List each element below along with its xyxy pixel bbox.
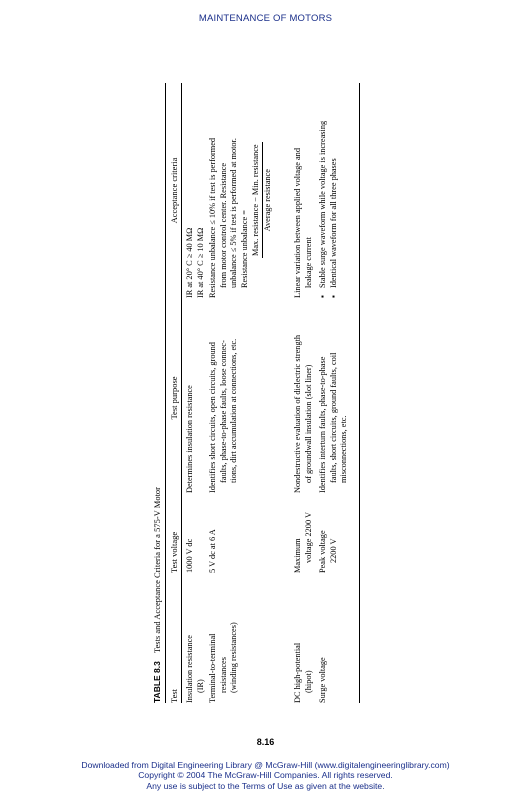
cell-line: (IR) [195, 679, 205, 693]
table-caption [152, 487, 163, 703]
cell-line: misconnections, etc. [339, 415, 349, 483]
cell-line: (winding resistances) [229, 622, 239, 693]
page-number: 8.16 [256, 737, 275, 747]
cell-acceptance-criteria [318, 83, 339, 298]
cell-acceptance-criteria [185, 83, 206, 298]
cell-test [185, 578, 206, 703]
column-header-test: Test [169, 688, 179, 703]
cell-line: Insulation resistance [185, 635, 194, 703]
cell-acceptance-criteria [208, 83, 274, 298]
cell-line: Surge voltage [318, 657, 327, 703]
cell-test [293, 578, 314, 703]
cell-line: Resistance unbalance ≤ 10% if test is performed [208, 137, 217, 298]
cell-test-purpose [293, 303, 314, 493]
cell-line: Identifies interturn faults, phase-to-phase [318, 356, 327, 493]
criteria-bullet: ▪ Identical waveform for all three phases [329, 83, 340, 298]
cell-line: of groundwall insulation (slot liner) [303, 364, 313, 483]
resistance-unbalance-formula [251, 142, 273, 258]
cell-test-voltage [318, 501, 339, 573]
cell-line: Resistance unbalance = [239, 210, 249, 288]
cell-line: Maximum [293, 538, 302, 573]
running-head: MAINTENANCE OF MOTORS [198, 13, 333, 24]
cell-line: (hipot) [303, 670, 313, 693]
cell-line: resistances [218, 657, 228, 693]
footer-line-terms: Any use is subject to the Terms of Use as given at the website. [146, 780, 385, 791]
cell-acceptance-criteria [293, 83, 314, 298]
cell-line: IR at 40° C ≥ 10 MΩ [195, 227, 205, 298]
cell-line: from motor control center. Resistance [218, 162, 228, 288]
formula-numerator: Max. resistance − Min. resistance [251, 142, 263, 258]
cell-line: voltage 2200 V [303, 511, 313, 563]
column-header-test-voltage: Test voltage [169, 531, 179, 573]
cell-line: DC high-potential [293, 642, 302, 703]
download-footer [0, 760, 531, 791]
cell-line: faults, short circuits, ground faults, coil [328, 352, 338, 483]
cell-line: Nondestructive evaluation of dielectric strength [293, 334, 302, 493]
cell-line: Identifies short circuits, open circuits, ground [208, 342, 217, 493]
rotated-table [152, 83, 362, 703]
cell-line: 5 V dc at 6 A [208, 529, 217, 573]
cell-test-voltage [185, 501, 196, 573]
cell-test-purpose [208, 303, 240, 493]
cell-line: 2200 V [328, 538, 338, 563]
cell-test-voltage [208, 501, 219, 573]
cell-test-purpose [318, 303, 350, 493]
cell-line: unbalance ≤ 5% if test is performed at motor. [229, 138, 239, 288]
table-label: TABLE 8.3 [152, 661, 162, 703]
cell-test-purpose [185, 303, 196, 493]
cell-test [318, 578, 329, 703]
formula-denominator: Average resistance [263, 169, 273, 232]
cell-test-voltage [293, 501, 314, 573]
cell-line: leakage current [303, 237, 313, 288]
cell-test [208, 578, 240, 703]
cell-line: Terminal-to-terminal [208, 633, 217, 703]
footer-line-copyright: Copyright © 2004 The McGraw-Hill Companies. All rights reserved. [138, 770, 393, 781]
cell-line: IR at 20° C ≥ 40 MΩ [185, 227, 194, 298]
column-header-test-purpose: Test purpose [169, 376, 179, 420]
footer-line-download: Downloaded from Digital Engineering Library @ McGraw-Hill (www.digitalengineeringlibrary.com) [81, 760, 450, 770]
column-header-acceptance-criteria: Acceptance criteria [169, 157, 179, 224]
table-bottom-rule [359, 83, 360, 703]
cell-line: Linear variation between applied voltage and [293, 148, 302, 298]
cell-line: Determines insulation resistance [185, 385, 194, 493]
cell-line: tions, dirt accumulation at connections, etc. [229, 338, 239, 483]
cell-line: 1000 V dc [185, 538, 194, 573]
table-header-rule [181, 83, 182, 703]
table-title: Tests and Acceptance Criteria for a 575-V Motor [152, 486, 162, 654]
table-top-rule [165, 83, 166, 703]
cell-line: Peak voltage [318, 530, 327, 573]
criteria-bullet: ▪ Stable surge waveform while voltage is increasing [318, 83, 329, 298]
cell-line: faults, phase-to-phase faults, loose connec- [218, 340, 228, 483]
